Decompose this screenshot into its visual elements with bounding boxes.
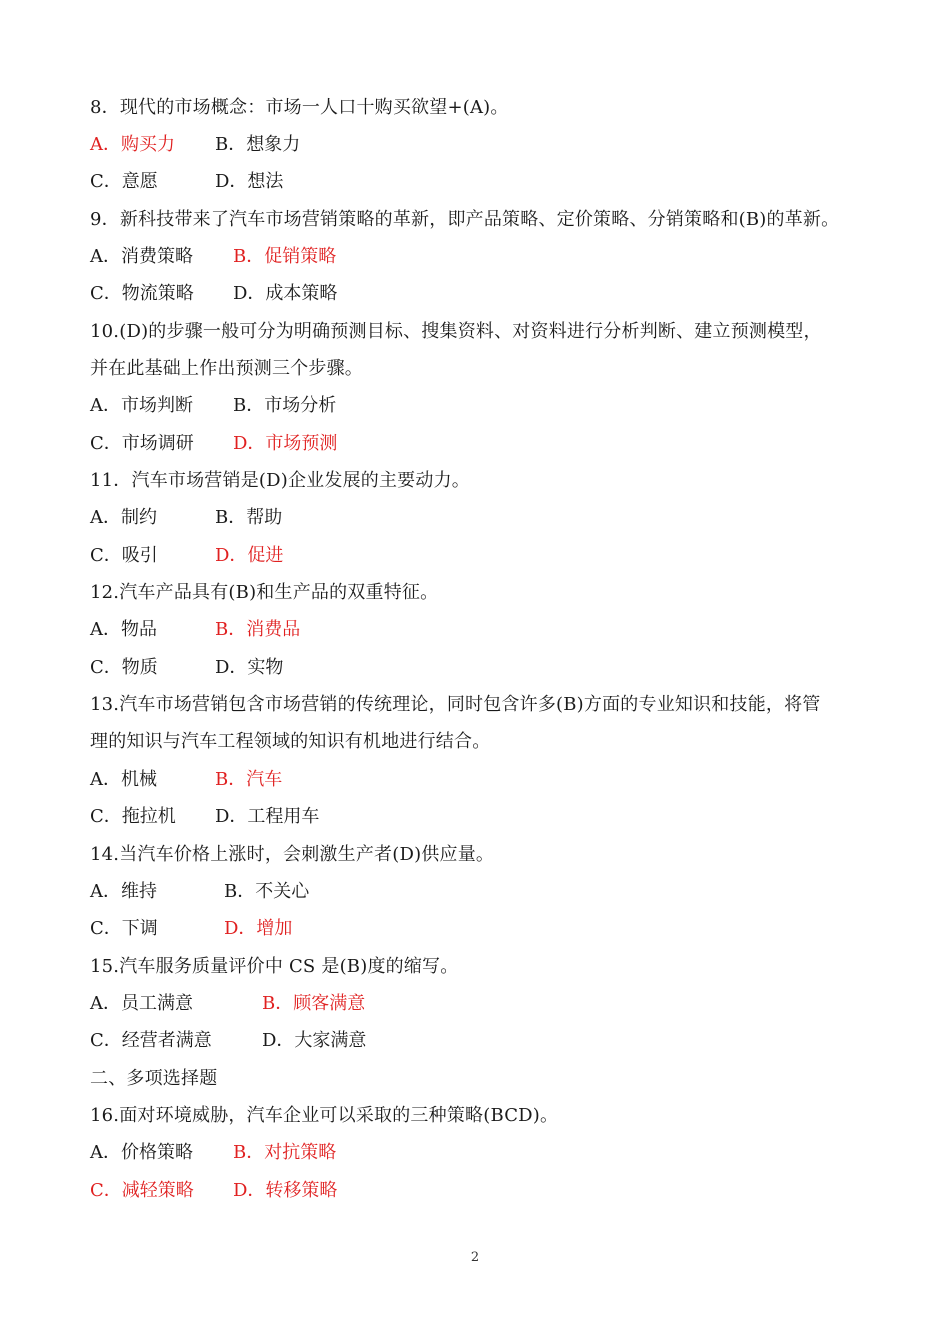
option-b: B．对抗策略 [233, 1142, 337, 1163]
option-b: B．想象力 [215, 134, 301, 155]
option-c: C．减轻策略 [90, 1180, 194, 1201]
option-b: B．消费品 [215, 619, 301, 640]
option-a: A．价格策略 [90, 1142, 193, 1163]
option-b: B．不关心 [224, 881, 310, 902]
option-c: C．拖拉机 [90, 806, 176, 827]
option-c: C．吸引 [90, 545, 158, 566]
option-a: A．市场判断 [90, 395, 193, 416]
option-c: C．物质 [90, 657, 158, 678]
option-a: A．员工满意 [90, 993, 193, 1014]
page-number: 2 [470, 1250, 480, 1265]
question-stem: 13.汽车市场营销包含市场营销的传统理论，同时包含许多(B)方面的专业知识和技能，将管 [90, 694, 821, 715]
question-stem: 10.(D)的步骤一般可分为明确预测目标、搜集资料、对资料进行分析判断、建立预测模型， [90, 321, 822, 342]
option-c: C．下调 [90, 918, 158, 939]
option-d: D．工程用车 [215, 806, 320, 827]
option-a: A．机械 [90, 769, 157, 790]
option-a: A．物品 [90, 619, 157, 640]
option-b: B．汽车 [215, 769, 283, 790]
question-stem-continued: 理的知识与汽车工程领域的知识有机地进行结合。 [90, 731, 491, 752]
option-c: C．物流策略 [90, 283, 194, 304]
option-b: B．市场分析 [233, 395, 337, 416]
question-stem: 15.汽车服务质量评价中 CS 是(B)度的缩写。 [90, 956, 459, 977]
question-stem: 11．汽车市场营销是(D)企业发展的主要动力。 [90, 470, 470, 491]
question-stem: 14.当汽车价格上涨时，会刺激生产者(D)供应量。 [90, 844, 495, 865]
option-c: C．经营者满意 [90, 1030, 212, 1051]
question-stem: 8．现代的市场概念：市场一人口十购买欲望+(A)。 [90, 97, 509, 118]
option-d: D．市场预测 [233, 433, 338, 454]
question-stem-continued: 并在此基础上作出预测三个步骤。 [90, 358, 363, 379]
option-b: B．帮助 [215, 507, 283, 528]
option-a: A．消费策略 [90, 246, 193, 267]
option-c: C．市场调研 [90, 433, 194, 454]
option-a: A．维持 [90, 881, 157, 902]
option-b: B．促销策略 [233, 246, 337, 267]
option-b: B．顾客满意 [262, 993, 366, 1014]
option-d: D．实物 [215, 657, 284, 678]
question-stem: 9．新科技带来了汽车市场营销策略的革新，即产品策略、定价策略、分销策略和(B)的革新。 [90, 209, 840, 230]
option-c: C．意愿 [90, 171, 158, 192]
option-a: A．购买力 [90, 134, 175, 155]
option-d: D．想法 [215, 171, 284, 192]
option-d: D．增加 [224, 918, 293, 939]
question-stem: 12.汽车产品具有(B)和生产品的双重特征。 [90, 582, 439, 603]
option-d: D．大家满意 [262, 1030, 367, 1051]
option-d: D．成本策略 [233, 283, 338, 304]
question-stem: 16.面对环境威胁，汽车企业可以采取的三种策略(BCD)。 [90, 1105, 559, 1126]
section-title: 二、多项选择题 [90, 1068, 218, 1089]
option-d: D．促进 [215, 545, 284, 566]
option-d: D．转移策略 [233, 1180, 338, 1201]
option-a: A．制约 [90, 507, 157, 528]
